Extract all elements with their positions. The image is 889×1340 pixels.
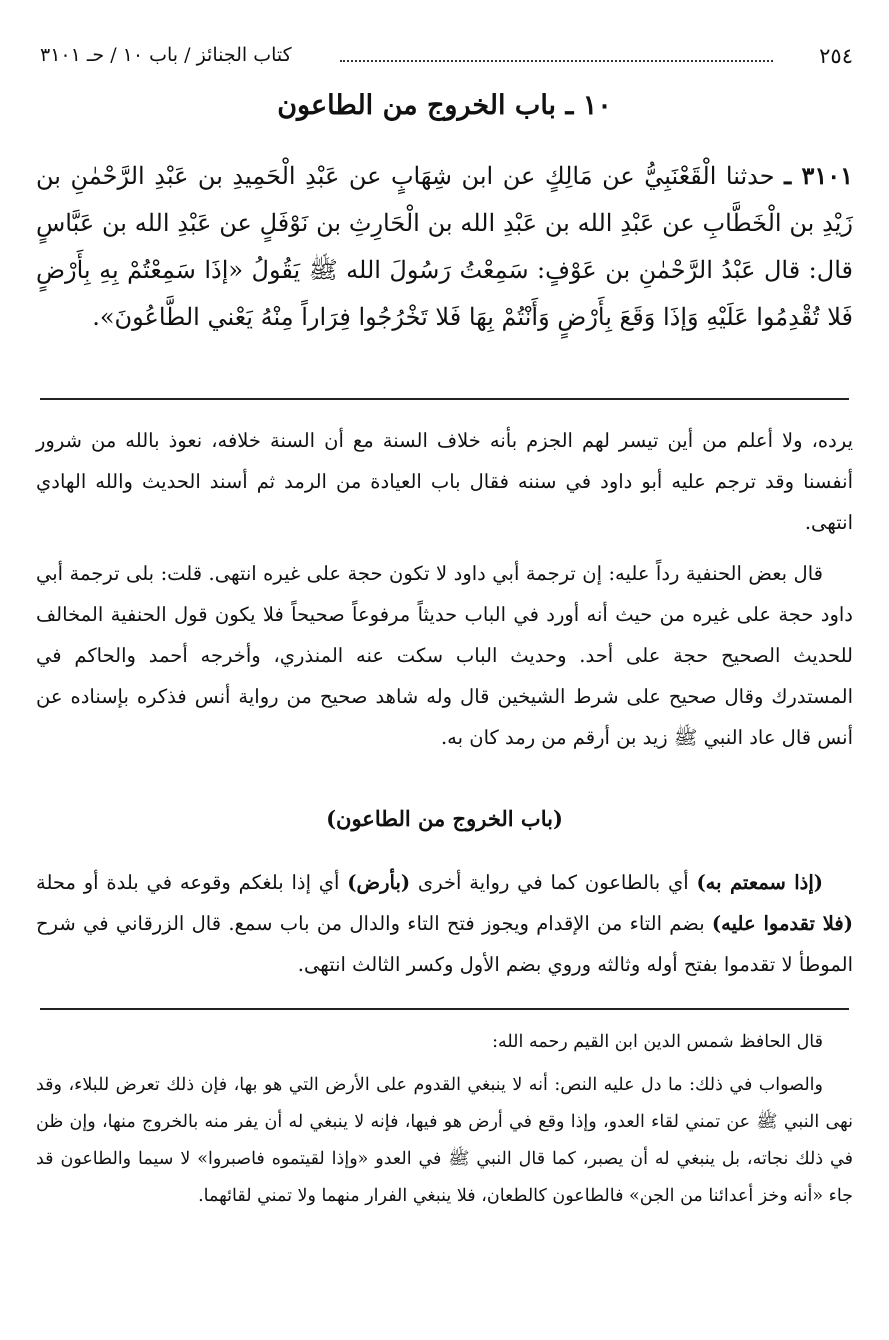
explanation-text-2: أي إذا بلغكم وقوعه في بلدة أو محلة (36, 871, 348, 894)
header-dotted-leader (340, 60, 773, 62)
hadith-text-block (36, 152, 853, 341)
hadith-number: ٣١٠١ ـ (784, 161, 853, 190)
explained-term-1: (إذا سمعتم به) (696, 871, 823, 894)
explained-term-3: (فلا تقدموا عليه) (711, 912, 853, 935)
explanation-block (36, 862, 853, 995)
explanation-text-3: بضم التاء من الإقدام ويجوز فتح التاء والدال من باب سمع. قال الزرقاني في شرح الموطأ لا تقدموا بفتح أوله وثالثه وروي بضم الأول وكسر الثالث انتهى. (36, 912, 853, 976)
hadith-text: حدثنا الْقَعْنَبِيُّ عن مَالِكٍ عن ابن شِهَابٍ عن عَبْدِ الْحَمِيدِ بن عَبْدِ الرَّحْمٰنِ بن زَيْدِ بن الْخَطَّابِ عن عَبْدِ الله بن عَبْدِ الله بن الْحَارِثِ بن نَوْفَلٍ عن عَبْدِ الله بن عَبَّاسٍ قال: قال عَبْدُ الرَّحْمٰنِ بن عَوْفٍ: سَمِعْتُ رَسُولَ الله ﷺ يَقُولُ «إذَا سَمِعْتُمْ بِهِ بِأَرْضٍ فَلا تُقْدِمُوا عَلَيْهِ وَإذَا وَقَعَ بِأَرْضٍ وَأَنْتُمْ بِهَا فَلا تَخْرُجُوا فِرَاراً مِنْهُ يَعْني الطَّاعُونَ». (36, 162, 853, 331)
commentary-paragraph-1: يرده، ولا أعلم من أين تيسر لهم الجزم بأنه خلاف السنة مع أن السنة خلافه، نعوذ بالله من شرور أنفسنا وقد ترجم عليه أبو داود في سننه فقال باب العيادة من الرمد ثم أسند الحديث والله الهادي انتهى. (36, 429, 853, 534)
chapter-title: ١٠ ـ باب الخروج من الطاعون (277, 90, 612, 121)
commentary-block (36, 420, 853, 768)
book-reference: كتاب الجنائز / باب ١٠ / حـ ٣١٠١ (40, 44, 292, 66)
section-subtitle: (باب الخروج من الطاعون) (326, 806, 563, 831)
section-divider-bottom (40, 1008, 849, 1010)
note-intro: قال الحافظ شمس الدين ابن القيم رحمه الله: (492, 1032, 823, 1052)
section-divider-top (40, 398, 849, 400)
note-body: والصواب في ذلك: ما دل عليه النص: أنه لا ينبغي القدوم على الأرض التي هو بها، فإن ذلك تعرض للبلاء، وقد نهى النبي ﷺ عن تمني لقاء العدو، وإذا وقع في أرض هو فيها، فإنه لا ينبغي له أن يفر منه بالخروج منها، وإن ظن في ذلك نجاته، بل ينبغي له أن يصبر، كما قال النبي ﷺ في العدو «وإذا لقيتموه فاصبروا» لا سيما والطاعون قد جاء «أنه وخز أعدائنا من الجن» فالطاعون كالطعان، فلا ينبغي الفرار منهما ولا تمني لقائهما. (36, 1075, 853, 1206)
ibn-qayyim-note (36, 1024, 853, 1221)
explained-term-2: (بأرض) (347, 871, 411, 894)
explanation-paragraph (36, 862, 853, 985)
commentary-paragraph-2: قال بعض الحنفية رداً عليه: إن ترجمة أبي داود لا تكون حجة على غيره انتهى. قلت: بلى ترجمة أبي داود حجة على غيره من حيث أنه أورد في الباب حديثاً مرفوعاً صحيحاً فلا يكون قول الحنفية المخالف للحديث الصحيح حجة على أحد. وحديث الباب سكت عنه المنذري، وأخرجه أحمد والحاكم في المستدرك وقال صحيح على شرط الشيخين قال وله شاهد صحيح من رواية أنس فذكره بإسناده عن أنس قال عاد النبي ﷺ زيد بن أرقم من رمد كان به. (36, 562, 853, 749)
explanation-text-1: أي بالطاعون كما في رواية أخرى (410, 871, 697, 894)
running-header (40, 44, 853, 74)
page-number: ٢٥٤ (819, 44, 853, 68)
